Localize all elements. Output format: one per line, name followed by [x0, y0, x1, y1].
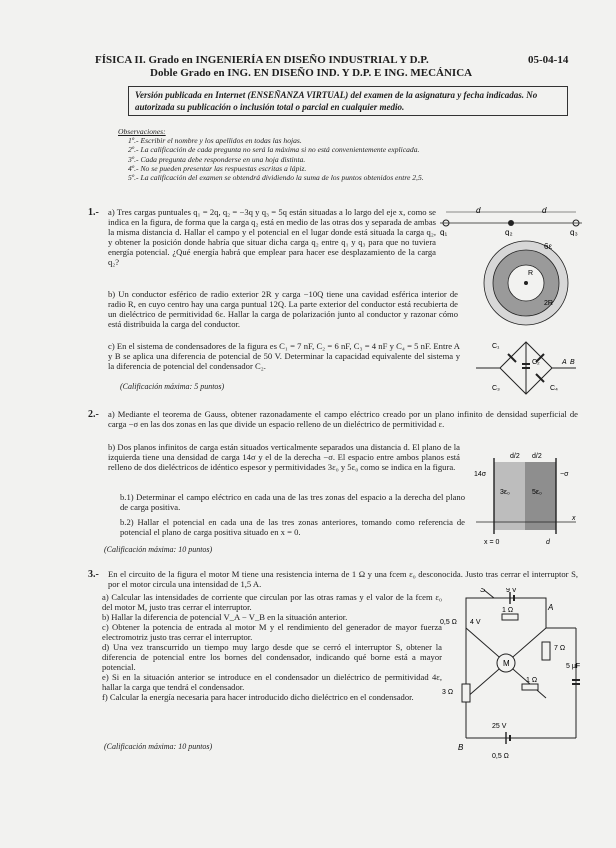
- q2-label: q₂: [505, 228, 513, 236]
- sphere-r-label: R: [528, 270, 534, 277]
- q1-part-b: b) Un conductor esférico de radio exterior 2R y carga −10Q tiene una cavidad esférica interior de radio R, en cuyo centro hay una carga puntual 12Q. La parte exterior del conductor está recubierta de un dieléctrico de permitividad 6ε. Hallar la carga de polarización junto al conductor y razonar cómo está distribuida la carga del conductor.: [108, 289, 458, 329]
- figure-capacitors: [470, 334, 582, 404]
- q1-number: 1.-: [88, 207, 99, 218]
- motor-label: M: [503, 659, 510, 668]
- d-label: d: [546, 539, 550, 546]
- figure-charged-planes: [472, 452, 580, 548]
- q1-score: (Calificación máxima: 5 puntos): [120, 382, 225, 391]
- r-7ohm-label: 7 Ω: [554, 645, 566, 652]
- observation-3: 3º.- Cada pregunta debe responderse en una hoja distinta.: [128, 154, 306, 164]
- q3-score: (Calificación máxima: 10 puntos): [104, 742, 213, 751]
- q3-item-b: b) Hallar la diferencia de potencial V_A − V_B en la situación anterior.: [102, 612, 348, 622]
- q2-number: 2.-: [88, 409, 99, 420]
- q3-label: q₃: [570, 228, 578, 236]
- figure-charges: [436, 206, 586, 236]
- cap-c4-label: C₄: [550, 385, 558, 392]
- eps1-label: 3ε₀: [500, 489, 510, 496]
- q2-part-b: b) Dos planos infinitos de carga están situados verticalmente separados una distancia d. El plano de la izquierda tiene una densidad de carga 14σ y el de la derecha −σ. El espacio entre ambos planos está relleno de dos dieléctricos de idéntico espesor y permitividades 3ε₀ y 5ε₀ como se indica en la figura.: [108, 442, 460, 472]
- half-d-label-1: d/2: [510, 453, 520, 460]
- q1-part-a: a) Tres cargas puntuales q₁ = 2q, q₂ = −3q y q₃ = 5q están situadas a lo largo del eje x, como se indica en la figura, de forma que la carga q₂ está en medio de las otras dos y separada de ambas la misma distancia d. Hallar el campo y el potencial en el lugar donde está situada la carga q₂, y obtener la posición donde habría que situar dicha carga q₂ entre q₁ y q₃ para que no tuviera energía potencial. ¿Qué energía habrá que emplear para hacer ese desplazamiento de la carga q₂?: [108, 207, 436, 267]
- sphere-dielectric-label: 6ε: [544, 242, 553, 251]
- sigma-right-label: −σ: [560, 471, 569, 478]
- observations-title: Observaciones:: [118, 127, 166, 136]
- q3-item-c: c) Obtener la potencia de entrada al motor M y el rendimiento del generador de mayor fuerza electromotriz justo tras cerrar el interruptor.: [102, 622, 442, 642]
- node-a-label: A: [548, 603, 554, 612]
- observations: [118, 127, 558, 182]
- cap-a-label: A: [562, 359, 567, 366]
- sigma-left-label: 14σ: [474, 471, 487, 478]
- emf-25v-label: 25 V: [492, 723, 507, 730]
- figure-conducting-sphere: [482, 235, 576, 329]
- q3-item-a: a) Calcular las intensidades de corriente que circulan por las otras ramas y el valor de la fcem ε₀ del motor M, justo tras cerrar el interruptor.: [102, 592, 442, 612]
- node-b-label: B: [458, 743, 464, 752]
- cap-c3-label: C₃: [492, 385, 500, 392]
- q2-part-b1: b.1) Determinar el campo eléctrico en cada una de las tres zonas del espacio a la derecha del plano de carga positiva.: [120, 492, 465, 512]
- exam-title-line1: FÍSICA II. Grado en INGENIERÍA EN DISEÑO INDUSTRIAL Y D.P.: [95, 54, 429, 66]
- cap-5uf-label: 5 μF: [566, 663, 581, 670]
- q3-item-f: f) Calcular la energía necesaria para hacer introducido dicho dieléctrico en el condensador.: [102, 692, 414, 702]
- switch-icon: [484, 590, 494, 598]
- r-05ohm-a-label: 0,5 Ω: [440, 619, 457, 626]
- half-d-label-2: d/2: [532, 453, 542, 460]
- observation-4: 4º.- No se pueden presentar las respuestas escritas a lápiz.: [128, 163, 307, 173]
- r-1ohm-b-label: 1 Ω: [526, 677, 538, 684]
- exam-title-line2: Doble Grado en ING. EN DISEÑO IND. Y D.P. E ING. MECÁNICA: [150, 67, 473, 79]
- switch-label: S: [480, 588, 486, 594]
- cap-c1-label: C₁: [492, 343, 500, 350]
- observation-2: 2º.- La calificación de cada pregunta no será la máxima si no está convenientemente explicada.: [128, 145, 420, 155]
- emf-9v-label: 9 V: [506, 588, 517, 594]
- q2-score: (Calificación máxima: 10 puntos): [104, 545, 213, 554]
- q3-items: [102, 592, 442, 702]
- observation-5: 5º.- La calificación del examen se obtendrá dividiendo la suma de los puntos obtenidos entre 2,5.: [128, 173, 424, 183]
- q3-number: 3.-: [88, 569, 99, 580]
- charge-q2-icon: [508, 220, 514, 226]
- q3-item-d: d) Una vez transcurrido un tiempo muy largo desde que se cerró el interruptor S, obtener la diferencia de potencial entre los bornes del condensador, indicando qué borne está a mayor potencial.: [102, 642, 442, 672]
- publication-notice: Versión publicada en Internet (ENSEÑANZA VIRTUAL) del examen de la asignatura y fecha indicadas. No autorizada su publicación o inclusión total o parcial en cualquier medio.: [128, 86, 568, 116]
- cap-c2-label: C₂: [532, 359, 540, 366]
- dist-label-1: d: [476, 206, 481, 215]
- dist-label-2: d: [542, 206, 547, 215]
- x0-label: x = 0: [484, 539, 500, 546]
- q1-part-c: c) En el sistema de condensadores de la figura es C₁ = 7 nF, C₂ = 6 nF, C₃ = 4 nF y C₄ = 5 nF. Entre A y B se aplica una diferencia de potencial de 50 V. Determinar la capacidad equivalente del sistema y la diferencia de potencial del condensador C₂.: [108, 341, 460, 371]
- exam-date: 05-04-14: [528, 54, 569, 66]
- q3-item-e: e) Si en la situación anterior se introduce en el condensador un dieléctrico de permitividad 4ε, hallar la carga que tendrá el condensador.: [102, 672, 442, 692]
- sphere-2r-label: 2R: [544, 300, 553, 307]
- observation-1: 1º.- Escribir el nombre y los apellidos en todas las hojas.: [128, 136, 302, 146]
- eps2-label: 5ε₀: [532, 489, 542, 496]
- q2-part-a: a) Mediante el teorema de Gauss, obtener razonadamente el campo eléctrico creado por un plano infinito de densidad superficial de carga −σ en las dos zonas en las que divide un espacio relleno de un dieléctrico de permitividad ε.: [108, 409, 578, 429]
- r-05ohm-b-label: 0,5 Ω: [492, 753, 509, 760]
- q3-intro: En el circuito de la figura el motor M tiene una resistencia interna de 1 Ω y una fcem ε₀ desconocida. Justo tras cerrar el interruptor S, por el motor circula una intensidad de 1,5 A.: [108, 569, 578, 589]
- emf-4v-label: 4 V: [470, 619, 481, 626]
- figure-circuit: [436, 588, 592, 764]
- cap-b-label: B: [570, 359, 575, 366]
- q1-label: q₁: [440, 228, 448, 236]
- q2-part-b2: b.2) Hallar el potencial en cada una de las tres zonas anteriores, tomando como referencia de potencial el plano de carga positiva situado en x = 0.: [120, 517, 465, 537]
- x-axis-label: x: [572, 515, 576, 522]
- r-3ohm-label: 3 Ω: [442, 689, 454, 696]
- r-1ohm-label: 1 Ω: [502, 607, 514, 614]
